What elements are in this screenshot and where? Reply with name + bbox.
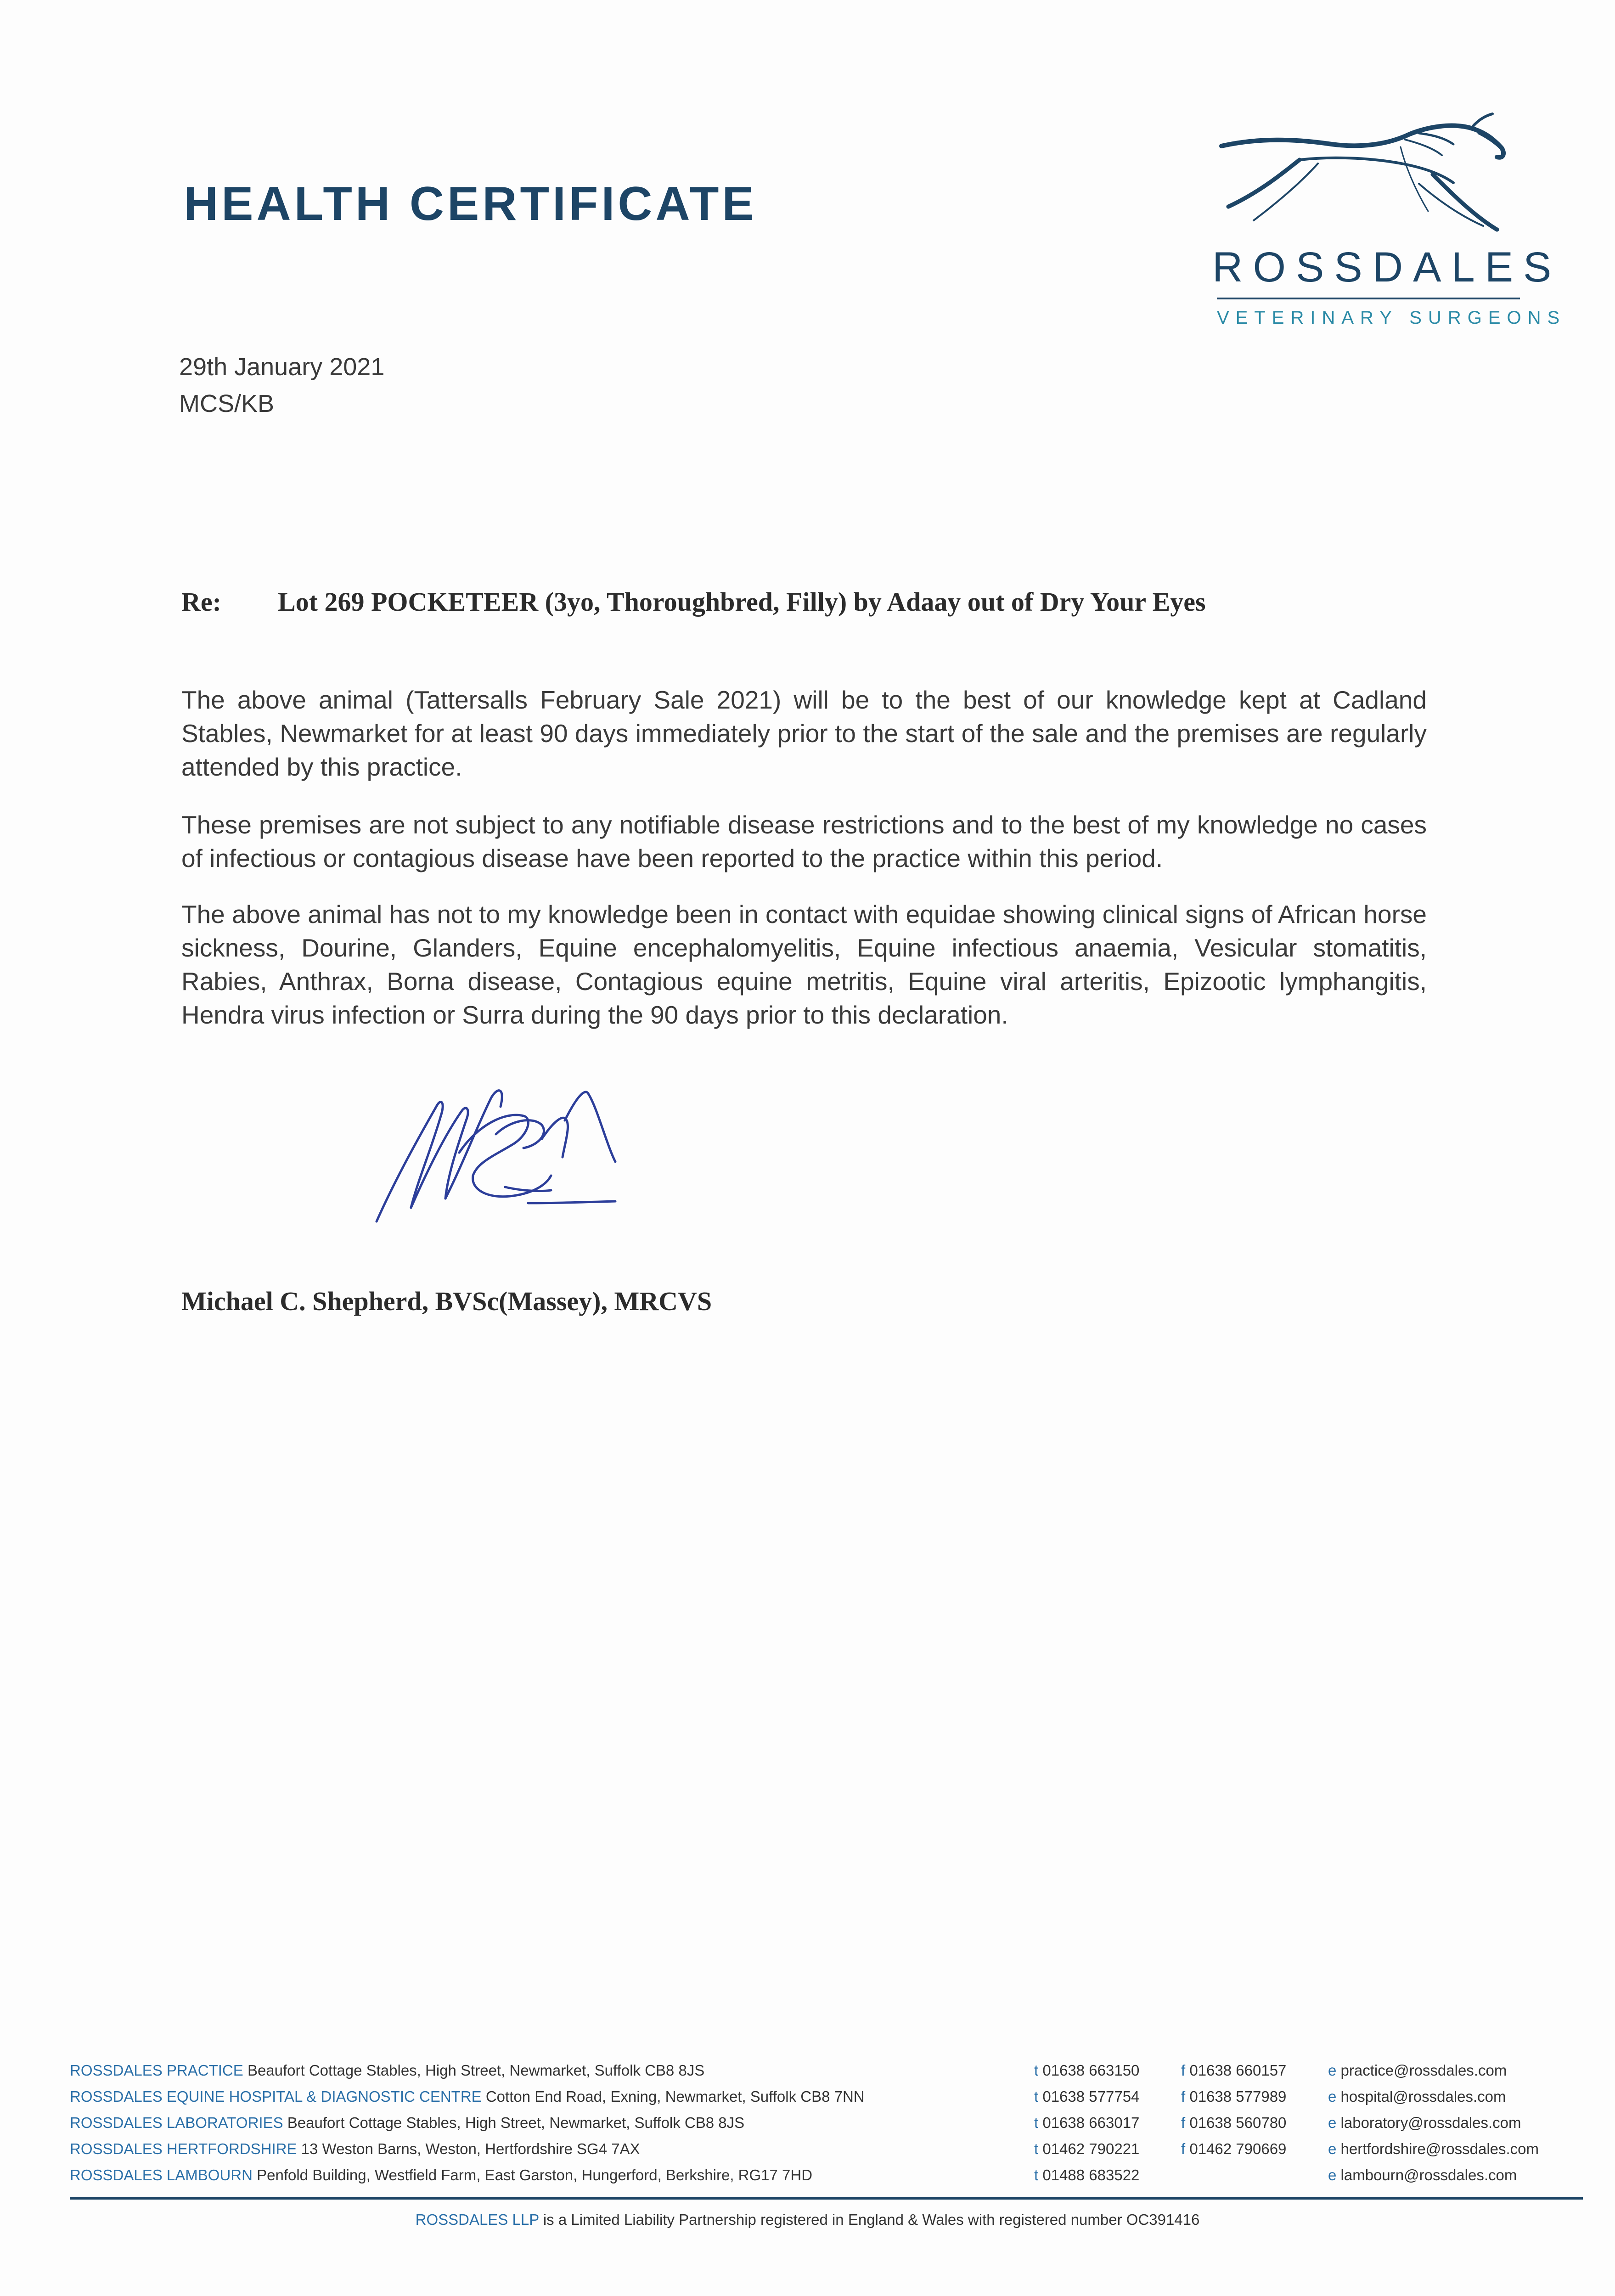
office-address: Beaufort Cottage Stables, High Street, Newmarket, Suffolk CB8 8JS bbox=[247, 2062, 705, 2079]
subject-line: Lot 269 POCKETEER (3yo, Thoroughbred, Filly) by Adaay out of Dry Your Eyes bbox=[278, 587, 1206, 617]
office-telephone: t 01462 790221 bbox=[1034, 2140, 1140, 2157]
body-paragraph-2: These premises are not subject to any notifiable disease restrictions and to the best of my knowledge no cases of infectious or contagious disease have been reported to the practice within this period. bbox=[181, 810, 1427, 872]
office-email: e practice@rossdales.com bbox=[1328, 2062, 1507, 2079]
office-telephone: t 01638 663150 bbox=[1034, 2062, 1140, 2079]
logo-name: ROSSDALES bbox=[1212, 244, 1562, 291]
office-address: Cotton End Road, Exning, Newmarket, Suffolk CB8 7NN bbox=[485, 2088, 865, 2105]
office-email: e lambourn@rossdales.com bbox=[1328, 2167, 1517, 2183]
office-fax: f 01638 560780 bbox=[1181, 2114, 1287, 2131]
office-fax: f 01638 660157 bbox=[1181, 2062, 1287, 2079]
letter-date: 29th January 2021 bbox=[179, 353, 385, 381]
office-email: e laboratory@rossdales.com bbox=[1328, 2114, 1521, 2131]
office-telephone: t 01638 577754 bbox=[1034, 2088, 1140, 2105]
llp-name: ROSSDALES LLP bbox=[415, 2211, 539, 2228]
footer-registration bbox=[0, 2211, 1615, 2228]
office-telephone: t 01638 663017 bbox=[1034, 2114, 1140, 2131]
office-email: e hertfordshire@rossdales.com bbox=[1328, 2140, 1539, 2157]
office-telephone: t 01488 683522 bbox=[1034, 2167, 1140, 2183]
office-name: ROSSDALES PRACTICE bbox=[70, 2062, 243, 2079]
llp-text: is a Limited Liability Partnership registered in England & Wales with registered number OC391416 bbox=[543, 2211, 1200, 2228]
horse-logo-icon bbox=[1203, 106, 1525, 243]
footer-office-row bbox=[70, 2062, 1585, 2088]
footer-office-row bbox=[70, 2140, 1585, 2167]
footer-office-list bbox=[70, 2062, 1585, 2193]
office-name: ROSSDALES LAMBOURN bbox=[70, 2167, 253, 2183]
handwritten-signature bbox=[367, 1070, 643, 1235]
letter-reference: MCS/KB bbox=[179, 390, 275, 417]
logo-divider bbox=[1217, 298, 1520, 299]
office-name: ROSSDALES HERTFORDSHIRE bbox=[70, 2140, 297, 2157]
footer-divider bbox=[70, 2197, 1583, 2200]
body-paragraph-1: The above animal (Tattersalls February Sale 2021) will be to the best of our knowledge kept at Cadland Stables, Newmarket for at least 90 days immediately prior to the start of the sale and the premises are regularly attended by this practice. bbox=[181, 686, 1427, 781]
office-address: Penfold Building, Westfield Farm, East Garston, Hungerford, Berkshire, RG17 7HD bbox=[257, 2167, 813, 2183]
footer-office-row bbox=[70, 2167, 1585, 2193]
rossdales-logo bbox=[1203, 106, 1566, 344]
footer-office-row bbox=[70, 2114, 1585, 2140]
logo-tagline: VETERINARY SURGEONS bbox=[1217, 308, 1566, 328]
office-name: ROSSDALES EQUINE HOSPITAL & DIAGNOSTIC CENTRE bbox=[70, 2088, 482, 2105]
subject-label: Re: bbox=[181, 587, 221, 617]
office-fax: f 01462 790669 bbox=[1181, 2140, 1287, 2157]
office-address: Beaufort Cottage Stables, High Street, Newmarket, Suffolk CB8 8JS bbox=[287, 2114, 745, 2131]
office-address: 13 Weston Barns, Weston, Hertfordshire SG4 7AX bbox=[301, 2140, 640, 2157]
office-fax: f 01638 577989 bbox=[1181, 2088, 1287, 2105]
office-email: e hospital@rossdales.com bbox=[1328, 2088, 1506, 2105]
office-name: ROSSDALES LABORATORIES bbox=[70, 2114, 283, 2131]
body-paragraph-3: The above animal has not to my knowledge been in contact with equidae showing clinical signs of African horse sickness, Dourine, Glanders, Equine encephalomyelitis, Equine infectious anaemia, Vesicular stomatitis, Rabies, Anthrax, Borna disease, Contagious equine metritis, Equine viral arteritis, Epizootic lymphangitis, Hendra virus infection or Surra during the 90 days prior to this declaration. bbox=[181, 900, 1427, 1029]
footer-office-row bbox=[70, 2088, 1585, 2114]
document-title: HEALTH CERTIFICATE bbox=[184, 177, 757, 231]
signatory-name: Michael C. Shepherd, BVSc(Massey), MRCVS bbox=[181, 1286, 712, 1316]
